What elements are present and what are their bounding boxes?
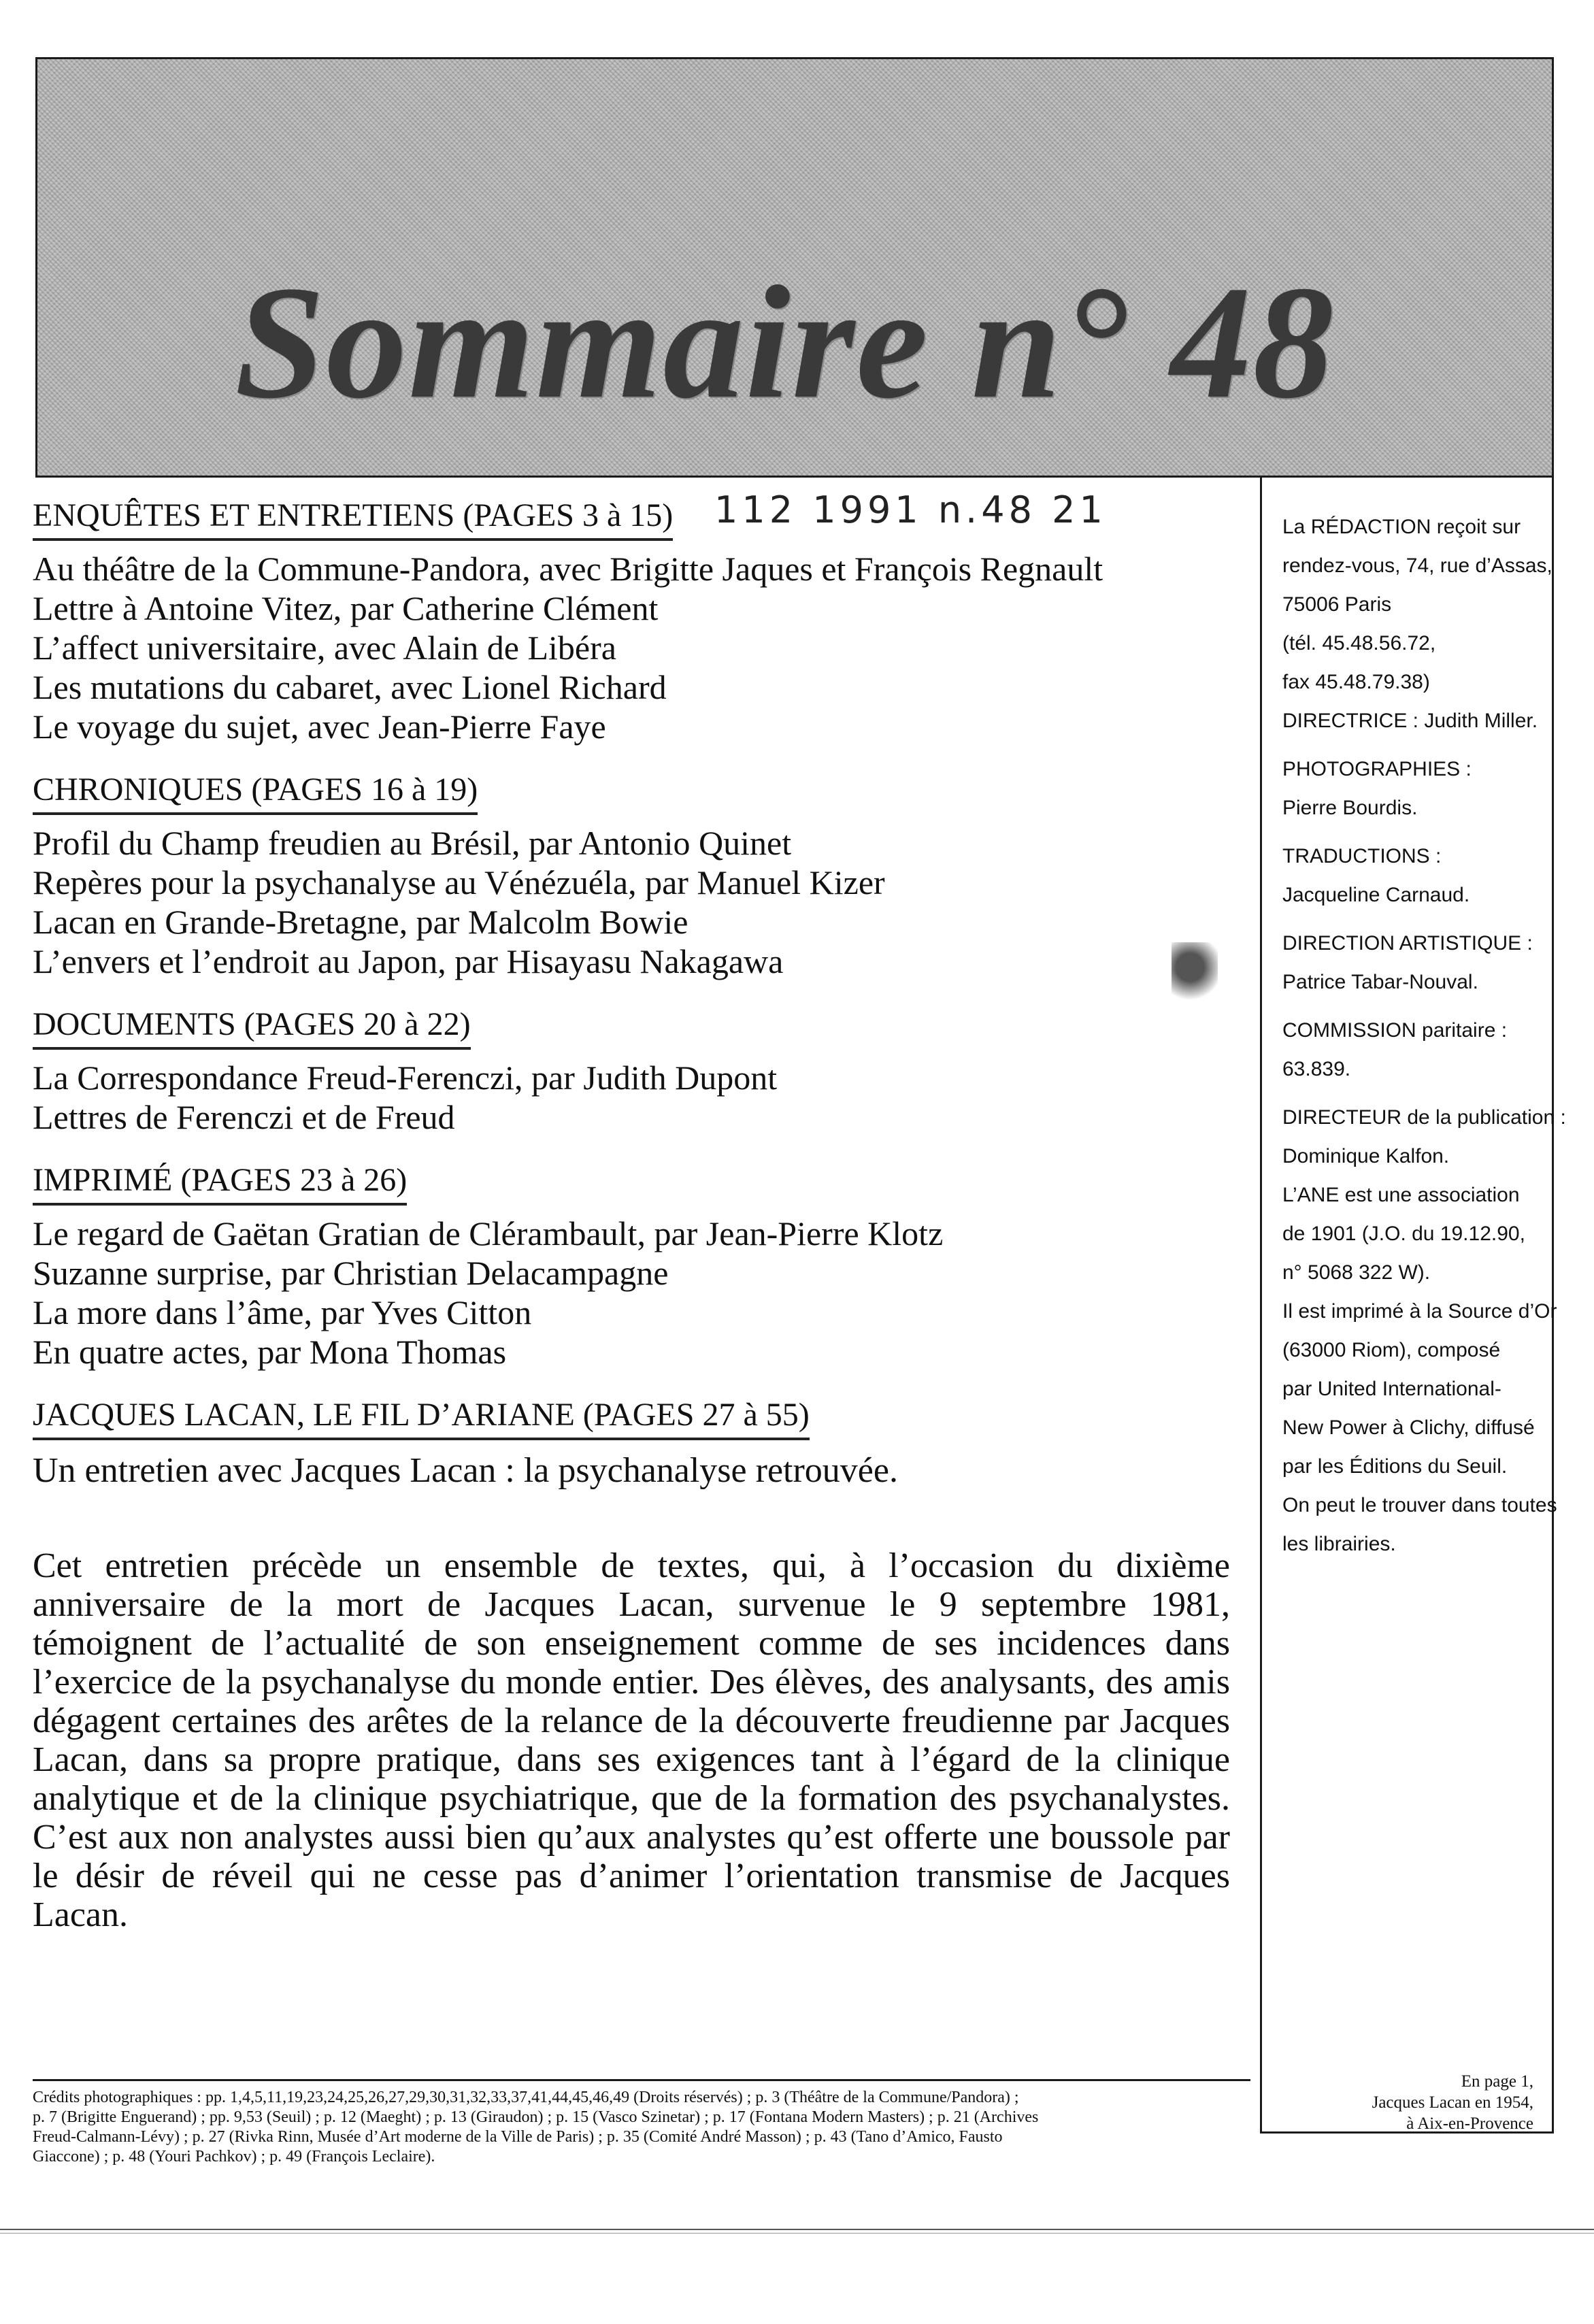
masthead-sidebar [1260, 478, 1566, 2134]
bottom-divider [0, 2229, 1594, 2230]
masthead-line: Patrice Tabar-Nouval. [1282, 971, 1478, 993]
masthead-line: (tél. 45.48.56.72, [1282, 632, 1436, 654]
toc-item: Au théâtre de la Commune-Pandora, avec Brigitte Jaques et François Regnault [33, 550, 1103, 588]
masthead-line: par les Éditions du Seuil. [1282, 1455, 1508, 1478]
section-chroniques [33, 771, 1257, 981]
toc-item: Lettre à Antoine Vitez, par Catherine Clément [33, 589, 659, 627]
section-documents [33, 1006, 1257, 1137]
section-heading: CHRONIQUES (PAGES 16 à 19) [33, 771, 478, 815]
masthead-line: DIRECTION ARTISTIQUE : [1282, 932, 1533, 954]
toc-item: En quatre actes, par Mona Thomas [33, 1333, 507, 1371]
page-title: Sommaire n° 48 [235, 253, 1335, 432]
masthead-line: La RÉDACTION reçoit sur [1282, 516, 1521, 538]
masthead-line: Dominique Kalfon. [1282, 1145, 1450, 1167]
masthead-line: les librairies. [1282, 1533, 1396, 1555]
table-of-contents [33, 497, 1257, 1970]
masthead-line: PHOTOGRAPHIES : [1282, 758, 1472, 780]
credits-line: Freud-Calmann-Lévy) ; p. 27 (Rivka Rinn, Musée d’Art moderne de la Ville de Paris) ; p. 35 (Comité André Masson) ; p. 43 (Tano d’Amico, Fausto [33, 2128, 1003, 2146]
credits-line: p. 7 (Brigitte Enguerand) ; pp. 9,53 (Seuil) ; p. 12 (Maeght) ; p. 13 (Giraudon) ; p. 15 (Vasco Szinetar) ; p. 17 (Fontana Modern Masters) ; p. 21 (Archives [33, 2108, 1039, 2126]
section-lacan [33, 1396, 1257, 1934]
masthead-line: Il est imprimé à la Source d’Or [1282, 1300, 1557, 1323]
toc-item: La Correspondance Freud-Ferenczi, par Judith Dupont [33, 1059, 778, 1097]
masthead-line: New Power à Clichy, diffusé [1282, 1416, 1535, 1439]
masthead-line: 75006 Paris [1282, 593, 1392, 616]
lacan-intro: Un entretien avec Jacques Lacan : la psychanalyse retrouvée. [33, 1451, 898, 1490]
section-heading: ENQUÊTES ET ENTRETIENS (PAGES 3 à 15) [33, 497, 673, 541]
masthead-line: On peut le trouver dans toutes [1282, 1494, 1557, 1516]
toc-item: Lettres de Ferenczi et de Freud [33, 1098, 455, 1136]
photo-credits [33, 2079, 1250, 2167]
toc-item: Les mutations du cabaret, avec Lionel Richard [33, 668, 667, 706]
masthead-line: Jacqueline Carnaud. [1282, 884, 1470, 906]
masthead-line: 63.839. [1282, 1058, 1351, 1080]
masthead-line: DIRECTRICE : Judith Miller. [1282, 710, 1538, 732]
title-banner [35, 57, 1554, 478]
caption-line: Jacques Lacan en 1954, [1372, 2093, 1533, 2112]
masthead-line: n° 5068 322 W). [1282, 1261, 1431, 1284]
handwritten-annotation: 112 1991 n.48 21 [714, 488, 1107, 531]
toc-item: Le regard de Gaëtan Gratian de Clérambault, par Jean-Pierre Klotz [33, 1214, 944, 1252]
credits-line: Giaccone) ; p. 48 (Youri Pachkov) ; p. 49 (François Leclaire). [33, 2148, 435, 2165]
toc-item: Lacan en Grande-Bretagne, par Malcolm Bowie [33, 903, 688, 941]
masthead-line: COMMISSION paritaire : [1282, 1019, 1508, 1042]
masthead-line: L’ANE est une association [1282, 1184, 1520, 1206]
credits-line: Crédits photographiques : pp. 1,4,5,11,19,23,24,25,26,27,29,30,31,32,33,37,41,44,45,46,49 (Droits réservés) ; p. 3 (Théâtre de la Commune/Pandora) ; [33, 2089, 1019, 2106]
toc-item: La more dans l’âme, par Yves Citton [33, 1293, 532, 1331]
masthead-line: fax 45.48.79.38) [1282, 671, 1430, 693]
toc-item: Repères pour la psychanalyse au Vénézuéla, par Manuel Kizer [33, 863, 885, 901]
section-heading: JACQUES LACAN, LE FIL D’ARIANE (PAGES 27 à 55) [33, 1396, 810, 1440]
masthead-line: Pierre Bourdis. [1282, 797, 1418, 819]
toc-item: L’envers et l’endroit au Japon, par Hisayasu Nakagawa [33, 942, 784, 980]
masthead-line: (63000 Riom), composé [1282, 1339, 1501, 1361]
toc-item: Profil du Champ freudien au Brésil, par Antonio Quinet [33, 824, 792, 862]
masthead-line: TRADUCTIONS : [1282, 845, 1442, 867]
bottom-divider [0, 2233, 1594, 2234]
cover-caption [1260, 2071, 1554, 2134]
section-heading: IMPRIMÉ (PAGES 23 à 26) [33, 1161, 407, 1206]
masthead-line: DIRECTEUR de la publication : [1282, 1106, 1566, 1129]
toc-item: Le voyage du sujet, avec Jean-Pierre Faye [33, 708, 606, 746]
masthead-line: par United International- [1282, 1378, 1501, 1400]
section-imprime [33, 1161, 1257, 1372]
toc-item: L’affect universitaire, avec Alain de Libéra [33, 629, 616, 667]
section-heading: DOCUMENTS (PAGES 20 à 22) [33, 1006, 471, 1050]
section-enquetes [33, 497, 1257, 746]
masthead-line: rendez-vous, 74, rue d’Assas, [1282, 554, 1553, 577]
masthead-line: de 1901 (J.O. du 19.12.90, [1282, 1223, 1525, 1245]
lacan-paragraph: Cet entretien précède un ensemble de textes, qui, à l’occasion du dixième anniversaire de la mort de Jacques Lacan, survenue le 9 septembre 1981, témoignent de l’actualité de son enseignement comme de ses incidences dans l’exercice de la psychanalyse du monde entier. Des élèves, des analysants, des amis dégagent certaines des arêtes de la relance de la découverte freudienne par Jacques Lacan, dans sa propre pratique, dans ses exigences tant à l’égard de la clinique analytique et de la clinique psychiatrique, que de la formation des psychanalystes. C’est aux non analystes aussi bien qu’aux analystes qu’est offerte une boussole par le désir de réveil qui ne cesse pas d’animer l’orientation transmise de Jacques Lacan. [33, 1546, 1230, 1934]
caption-line: En page 1, [1461, 2072, 1533, 2091]
caption-line: à Aix-en-Provence [1406, 2114, 1533, 2133]
toc-item: Suzanne surprise, par Christian Delacampagne [33, 1254, 669, 1292]
